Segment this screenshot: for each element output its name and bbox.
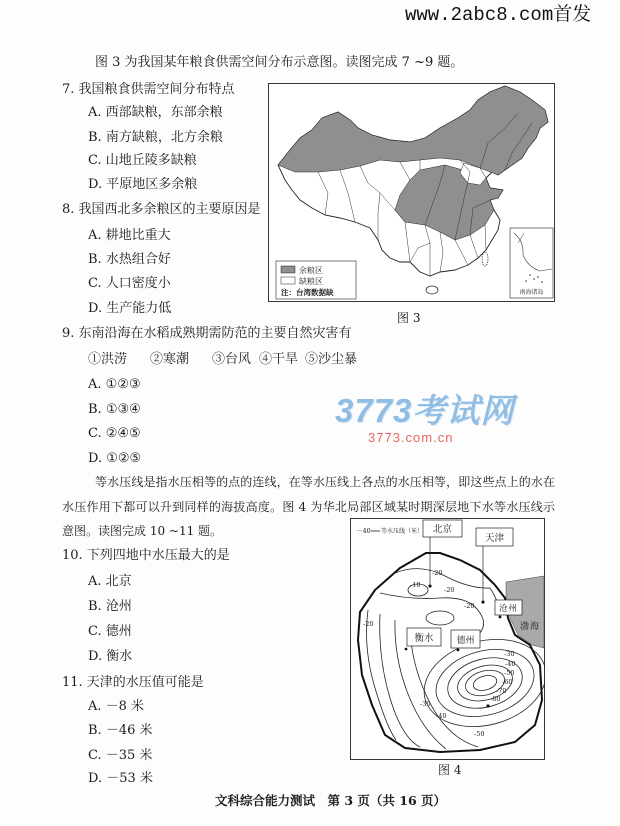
question-11-option-b: B. －46 米: [88, 723, 153, 738]
label-bohai: 渤海: [519, 622, 541, 632]
legend-note: 注：台湾数据缺: [281, 288, 334, 297]
question-8-option-b: B. 水热组合好: [88, 252, 171, 267]
question-7-option-a: A. 西部缺粮，东部余粮: [88, 105, 223, 120]
inset-label: 南海诸岛: [519, 289, 544, 296]
figure-3-map: [268, 83, 555, 302]
section1-intro: 图 3 为我国某年粮食供需空间分布示意图。读图完成 7 ~9 题。: [95, 55, 464, 70]
question-10-option-d: D. 衡水: [88, 649, 133, 664]
question-9-option-b: B. ①③④: [88, 402, 141, 417]
question-10-option-c: C. 德州: [88, 624, 132, 639]
isobar-label: -20: [464, 602, 475, 610]
legend-surplus-label: 余粮区: [299, 266, 323, 275]
isobar-label: -30: [420, 700, 431, 708]
label-beijing: 北京: [432, 524, 453, 535]
isobar-label: -70: [496, 687, 507, 695]
question-11-stem: 11. 天津的水压值可能是: [62, 675, 204, 690]
question-9-choice-1: ①洪涝: [88, 352, 128, 367]
figure-4-caption: 图 4: [438, 763, 462, 777]
label-hengshui: 衡水: [414, 633, 434, 644]
question-8-option-c: C. 人口密度小: [88, 276, 171, 291]
question-9-choice-3: ③台风: [212, 352, 252, 367]
isobar-label: -40: [436, 712, 447, 720]
legend-isobar-label: 等水压线（米）: [381, 528, 424, 535]
isobar-label: -10: [410, 581, 421, 589]
watermark-title: 3773考试网: [335, 392, 515, 429]
question-7-option-d: D. 平原地区多余粮: [88, 177, 198, 192]
isobar-label: -60: [502, 678, 513, 686]
question-8-option-a: A. 耕地比重大: [88, 228, 171, 243]
question-8-stem: 8. 我国西北多余粮区的主要原因是: [62, 202, 261, 217]
question-10-option-a: A. 北京: [88, 574, 132, 589]
isobar-label: -80: [490, 695, 501, 703]
question-9-choice-2: ②寒潮: [150, 352, 190, 367]
legend-sample-value: －40: [356, 527, 371, 535]
south-china-sea-inset: [510, 228, 553, 298]
question-10-option-b: B. 沧州: [88, 599, 132, 614]
isobar-label: -40: [505, 660, 516, 668]
question-9-choice-5: ⑤沙尘暴: [305, 352, 358, 367]
question-9-stem: 9. 东南沿海在水稻成熟期需防范的主要自然灾害有: [62, 326, 352, 341]
isobar-label: -20: [363, 620, 374, 628]
question-7-option-c: C. 山地丘陵多缺粮: [88, 153, 197, 168]
label-tianjin: 天津: [484, 533, 505, 544]
question-11-option-a: A. －8 米: [88, 699, 145, 714]
question-10-stem: 10. 下列四地中水压最大的是: [62, 548, 230, 563]
question-7-stem: 7. 我国粮食供需空间分布特点: [62, 82, 235, 97]
isobar-label: -30: [504, 650, 515, 658]
question-9-option-a: A. ①②③: [88, 377, 141, 392]
isobar-label: -20: [444, 586, 455, 594]
watermark-url: 3773.com.cn: [368, 430, 454, 445]
question-11-option-c: C. －35 米: [88, 748, 153, 763]
taiwan-island: [482, 252, 488, 266]
legend-deficit-swatch: [281, 277, 295, 284]
legend-deficit-label: 缺粮区: [299, 277, 323, 286]
section2-intro-line-3: 意图。读图完成 10 ~11 题。: [62, 524, 223, 538]
figure-3-caption: 图 3: [397, 311, 421, 325]
question-7-option-b: B. 南方缺粮，北方余粮: [88, 130, 223, 145]
isobar-label: -50: [504, 669, 515, 677]
figure-4-map: [350, 518, 545, 760]
section2-intro-line-1: 等水压线是指水压相等的点的连线，在等水压线上各点的水压相等，即这些点上的水在: [95, 475, 555, 489]
source-site-header: www.2abc8.com首发: [405, 4, 592, 26]
hainan-island: [426, 286, 438, 294]
page-footer: 文科综合能力测试 第 3 页（共 16 页）: [215, 793, 447, 808]
section2-intro-line-2: 水压作用下都可以升到同样的海拔高度。图 4 为华北局部区域某时期深层地下水等水压线示: [62, 500, 555, 514]
label-cangzhou: 沧州: [498, 604, 519, 614]
figure-3-legend: [276, 261, 356, 299]
isobar-label: -50: [474, 730, 485, 738]
question-9-option-d: D. ①②⑤: [88, 451, 142, 466]
question-9-option-c: C. ②④⑤: [88, 426, 141, 441]
question-9-choice-4: ④干旱: [259, 352, 299, 367]
legend-surplus-swatch: [281, 266, 295, 273]
question-11-option-d: D. －53 米: [88, 771, 153, 786]
question-8-option-d: D. 生产能力低: [88, 301, 172, 316]
isobar-label: -20: [432, 569, 443, 577]
label-dezhou: 德州: [456, 636, 475, 646]
figure-4-legend: [356, 527, 423, 535]
